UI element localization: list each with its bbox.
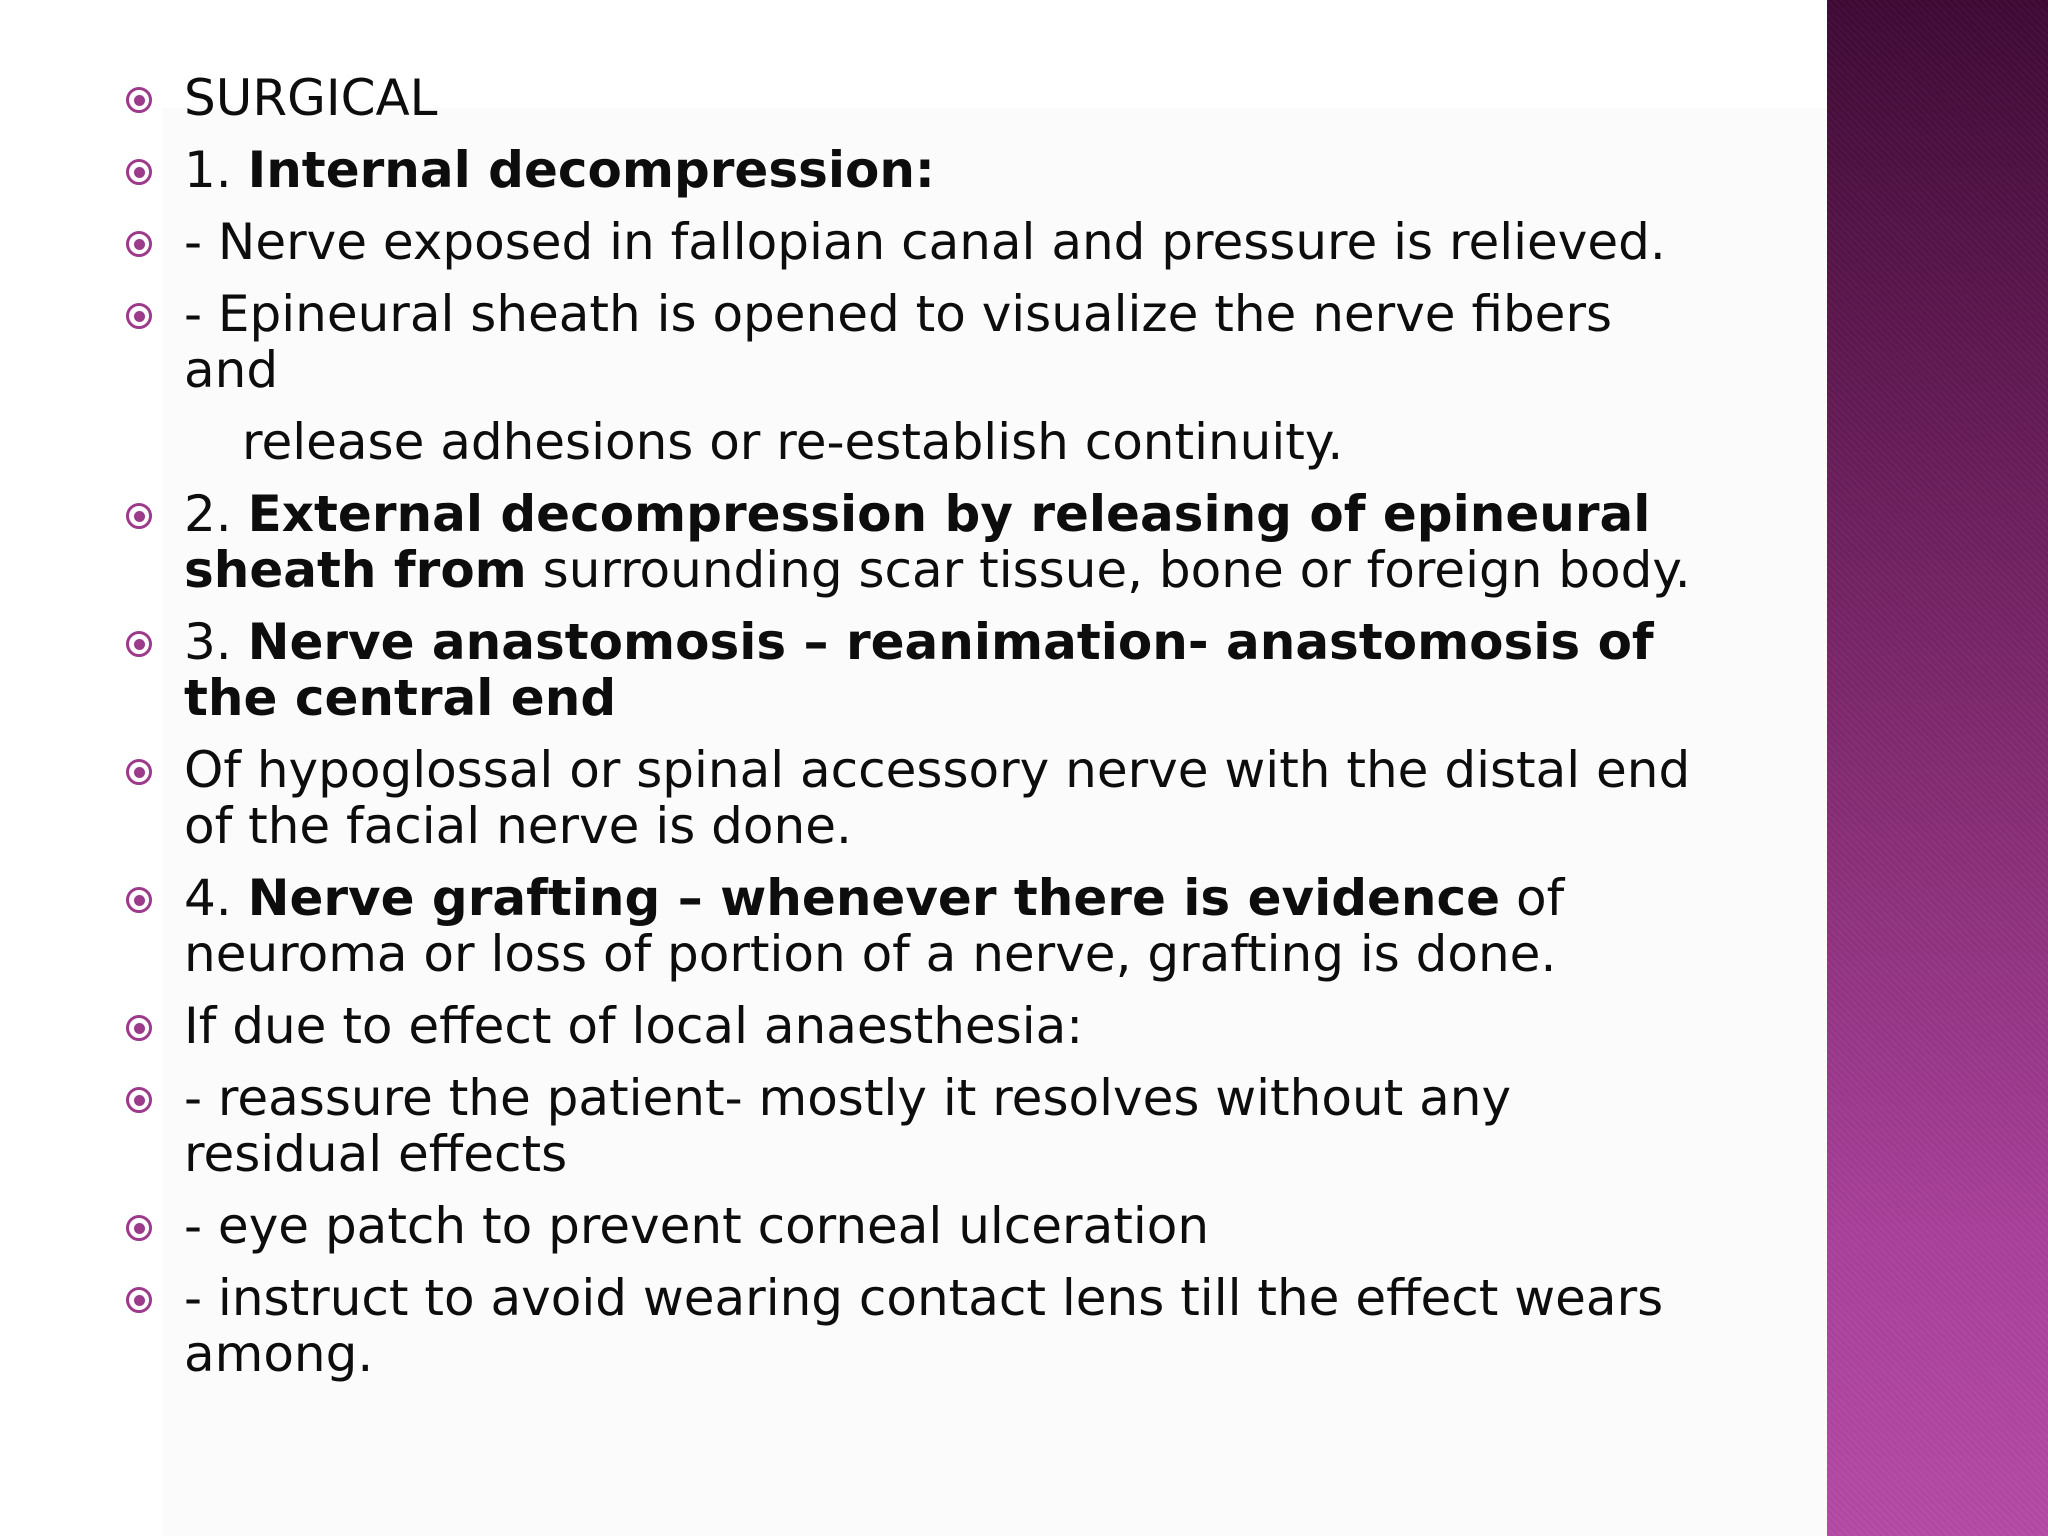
text: 4. — [184, 869, 248, 927]
side-bar-texture — [1827, 0, 2048, 1536]
text: 2. — [184, 485, 248, 543]
text: - instruct to avoid wearing contact lens till the effect wears among. — [184, 1269, 1664, 1383]
circled-dot-icon — [126, 503, 152, 529]
circled-dot-icon — [126, 87, 152, 113]
text: surrounding scar tissue, bone or foreign body. — [526, 541, 1691, 599]
bullet-item — [126, 1198, 1716, 1254]
bullet-item — [126, 214, 1716, 270]
circled-dot-icon — [126, 1287, 152, 1313]
bold-text: Internal decompression: — [247, 141, 935, 199]
bullet-item — [126, 286, 1716, 398]
continuation-line — [126, 414, 1716, 470]
text: 3. — [184, 613, 248, 671]
text: - Nerve exposed in fallopian canal and pressure is relieved. — [184, 213, 1666, 271]
circled-dot-icon — [126, 159, 152, 185]
bold-text: Nerve anastomosis – reanimation- anastomosis of the central end — [184, 613, 1654, 727]
circled-dot-icon — [126, 1215, 152, 1241]
circled-dot-icon — [126, 1015, 152, 1041]
bullet-item — [126, 870, 1716, 982]
bullet-list — [126, 70, 1716, 1398]
circled-dot-icon — [126, 1087, 152, 1113]
text: - reassure the patient- mostly it resolves without any residual effects — [184, 1069, 1512, 1183]
circled-dot-icon — [126, 887, 152, 913]
text: - Epineural sheath is opened to visualize the nerve fibers and — [184, 285, 1613, 399]
circled-dot-icon — [126, 231, 152, 257]
bold-text: Nerve grafting – whenever there is evidence — [247, 869, 1501, 927]
bullet-item — [126, 1070, 1716, 1182]
text: Of hypoglossal or spinal accessory nerve with the distal end of the facial nerve is done. — [184, 741, 1691, 855]
text: If due to effect of local anaesthesia: — [184, 997, 1084, 1055]
bold-text: External decompression by releasing of epineural sheath from — [184, 485, 1651, 599]
circled-dot-icon — [126, 759, 152, 785]
decorative-side-bar — [1827, 0, 2048, 1536]
bullet-item — [126, 614, 1716, 726]
bullet-item — [126, 1270, 1716, 1382]
text: release adhesions or re-establish continuity. — [242, 413, 1344, 471]
text: of neuroma or loss of portion of a nerve, grafting is done. — [184, 869, 1565, 983]
circled-dot-icon — [126, 303, 152, 329]
bullet-item — [126, 998, 1716, 1054]
bullet-item — [126, 142, 1716, 198]
circled-dot-icon — [126, 631, 152, 657]
bullet-item — [126, 742, 1716, 854]
text: SURGICAL — [184, 69, 438, 127]
text: - eye patch to prevent corneal ulceration — [184, 1197, 1210, 1255]
text: 1. — [184, 141, 248, 199]
bullet-item — [126, 486, 1716, 598]
bullet-item — [126, 70, 1716, 126]
